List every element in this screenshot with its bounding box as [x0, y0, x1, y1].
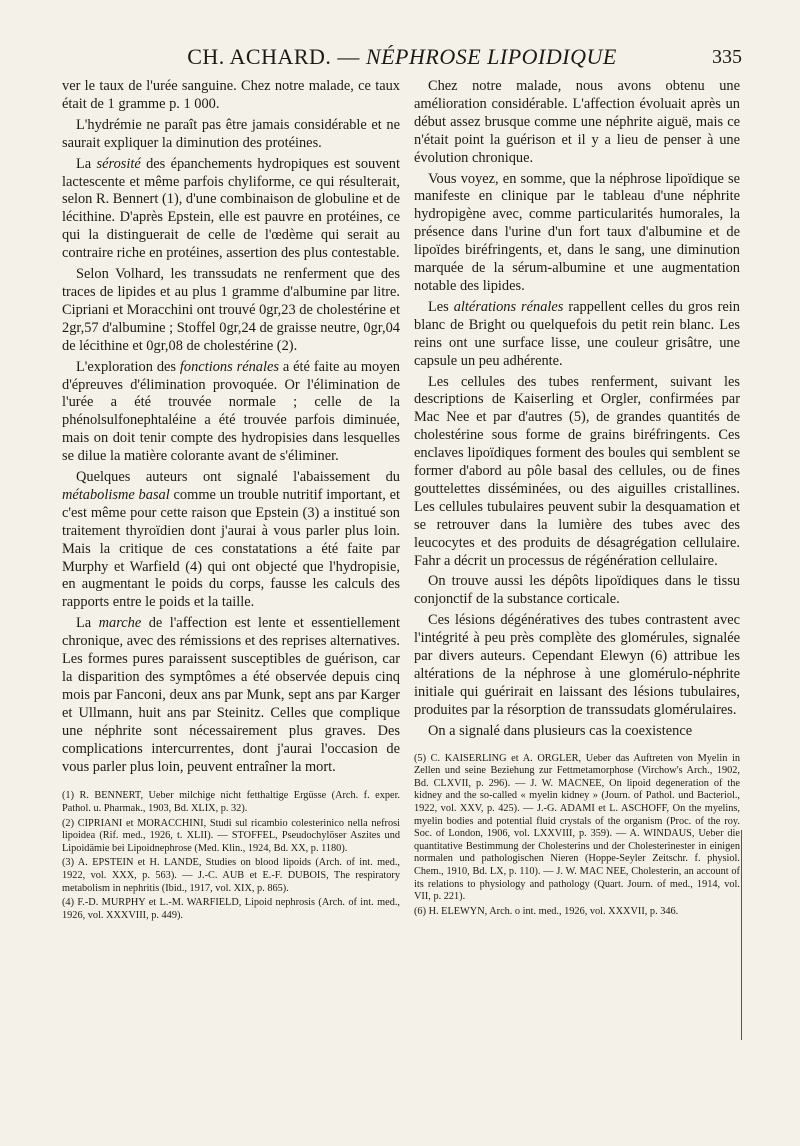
text-run: des épanchements hydropiques est souvent lactescente et même parfois chyliforme, ce qui résulterait, selon R. Bennert (1), d'une combinaison de globuline et de lécithine. D'après Epstein, elle est pauvre en protéines, ce qui la distinguerait de celle de l'œdème qui serait au contraire riche en protéines, assertion des plus contestable. — [62, 155, 400, 262]
running-author: CH. ACHARD. — — [187, 44, 366, 69]
text-run: La — [76, 155, 97, 172]
running-title — [62, 44, 742, 70]
paragraph: On a signalé dans plusieurs cas la coexistence — [428, 722, 693, 739]
emphasis-term: sérosité — [96, 155, 141, 172]
paragraph — [62, 359, 400, 466]
emphasis-term: fonctions rénales — [179, 358, 279, 375]
emphasis-term: métabolisme basal — [62, 486, 170, 503]
paragraph — [62, 615, 400, 776]
text-run: La — [76, 615, 99, 632]
text-run: a été faite au moyen d'épreuves d'élimination provoquée. Or l'élimination de l'urée a été trouvée normale ; celle de la phénolsulfonephtaléine a été trouvée parfois diminuée, mais on doit tenir compte des hydropisies dans lesquelles se dilue la matière colorante avant de s'éliminer. — [62, 358, 400, 465]
margin-edge-line — [741, 830, 742, 1040]
text-run: Les — [428, 298, 454, 315]
text-run: comme un trouble nutritif important, et c'est même pour cette raison que Epstein (3) a institué son traitement thyroïdien dont j'aurai à vous parler plus loin. Mais la critique de ces constatations a été faite par Murphy et Warfield (4) qui ont objecté que l'hydropisie, en augmentant le poids du corps, fausse les calculs des rapports entre le poids et la taille. — [62, 486, 400, 611]
paragraph: L'hydrémie ne paraît pas être jamais considérable et ne saurait expliquer la diminution des protéines. — [62, 116, 400, 151]
footnotes-left — [62, 790, 400, 922]
paragraph: ver le taux de l'urée sanguine. Chez notre malade, ce taux était de 1 gramme p. 1 000. — [62, 78, 400, 112]
text-run: L'exploration des — [76, 358, 180, 375]
paragraph — [62, 469, 400, 612]
left-column — [62, 78, 400, 924]
paragraph: Ces lésions dégénératives des tubes contrastent avec l'intégrité à peu près complète des glomérules, signalée par divers auteurs. Cependant Elewyn (6) attribue les altérations de la néphrose à une glomérulo-néphrite initiale qui guérirait en laissant des lésions tubulaires, produites par la résorption de transsudats glomérulaires. — [414, 612, 740, 718]
running-subject: NÉPHROSE LIPOIDIQUE — [365, 44, 617, 69]
paragraph — [62, 156, 400, 263]
footnote: (1) R. BENNERT, Ueber milchige nicht fetthaltige Ergüsse (Arch. f. exper. Pathol. u. Pharmak., 1903, Bd. XLIX, p. 32). — [62, 790, 400, 815]
paragraph: On trouve aussi les dépôts lipoïdiques dans le tissu conjonctif de la substance corticale. — [414, 573, 740, 608]
footnote: (5) C. KAISERLING et A. ORGLER, Ueber das Auftreten von Myelin in Zellen und seine Beziehung zur Fettmetamorphose (Virchow's Arch., 1902, Bd. CLXVII, p. 296). — J. W. MACNEE, On lipoid degeneration of the kidney and the so-called « myelin kidney » (Journ. of Pathol. und Bacteriol., 1922, vol. XXV, p. 425). — J.-G. ADAMI et L. ASCHOFF, On the myelins, myelin bodies and potential fluid crystals of the organism (Proc. of the roy. Soc. of London, 1906, vol. LXXVIII, p. 359). — A. WINDAUS, Ueber die quantitative Bestimmung der Cholesterins und der Cholesterinester in einigen normalen und pathologischen Nieren (Hoppe-Seyler Zeitschr. f. physiol. Chem., 1910, Bd. LX, p. 110). — J. W. MAC NEE, Cholesterin, an account of its relations to physiology and pathology (Quart. Journ. of med., 1914, vol. VII, p. 221). — [414, 752, 740, 903]
paragraph: Les cellules des tubes renferment, suivant les descriptions de Kaiserling et Orgler, confirmées par Mac Nee et par d'autres (5), de grandes quantités de cholestérine sous forme de grains biréfringents. Ces enclaves lipoïdiques forment des boules qui semblent se former d'abord au pôle basal des cellules, ou de fines gouttelettes disséminées, ou des aiguilles cristallines. Les cellules tubulaires peuvent subir la desquamation et se retrouver dans la lumière des tubes avec des leucocytes et des produits de désagrégation cellulaire. Fahr a décrit un processus de régénération cellulaire. — [414, 373, 740, 569]
right-column — [414, 78, 740, 920]
paragraph — [414, 299, 740, 371]
paragraph: Vous voyez, en somme, que la néphrose lipoïdique se manifeste en clinique par le tableau d'une néphrite hydropigène avec, comme particularités humorales, la présence dans l'urine d'un fort taux d'albumine et de lipoïdes biréfringents, et, dans le sang, une diminution marquée de la sérum-albumine et une augmentation notable des lipides. — [414, 170, 740, 294]
page-header — [62, 44, 742, 76]
page-number: 335 — [712, 46, 742, 68]
text-run: Quelques auteurs ont signalé l'abaissement du — [76, 469, 400, 486]
footnote: (4) F.-D. MURPHY et L.-M. WARFIELD, Lipoid nephrosis (Arch. of int. med., 1926, vol. XXXVIII, p. 449). — [62, 897, 400, 921]
emphasis-term: marche — [98, 615, 142, 632]
footnote: (2) CIPRIANI et MORACCHINI, Studi sul ricambio colesterinico nella nefrosi lipoidea (Rif. med., 1926, t. XLII). — STOFFEL, Pseudochylöser Aszites und Lipoidämie bei Lipoidnephrose (Med. Klin., 1924, Bd. XX, p. 1180). — [62, 817, 400, 854]
paragraph: Selon Volhard, les transsudats ne renferment que des traces de lipides et au plus 1 gramme d'albumine par litre. Cipriani et Moracchini ont trouvé 0gr,23 de cholestérine et 2gr,57 d'albumine ; Stoffel 0gr,24 de graisse neutre, 0gr,04 de lécithine et 0gr,08 de cholestérine (2). — [62, 266, 400, 354]
footnote: (3) A. EPSTEIN et H. LANDE, Studies on blood lipoids (Arch. of int. med., 1922, vol. XXX, p. 563). — J.-C. AUB et E.-F. DUBOIS, The respiratory metabolism in nephritis (Ibid., 1917, vol. XIX, p. 865). — [62, 857, 400, 894]
text-run: de l'affection est lente et essentiellement chronique, avec des rémissions et des reprises alternatives. Les formes pures paraissent susceptibles de guérison, car la disparition des symptômes a été observée depuis cinq mois par Fanconi, deux ans par Munk, sept ans par Karger et Ullmann, huit ans par Steinitz. Celles que complique une néphrite sont nécessairement plus graves. Des complications intercurrentes, dont j'aurai l'occasion de vous parler plus loin, peuvent entraîner la mort. — [62, 615, 400, 775]
footnote: (6) H. ELEWYN, Arch. o int. med., 1926, vol. XXXVII, p. 346. — [414, 905, 679, 917]
text-run: rappellent celles du gros rein blanc de Bright ou quelquefois du petit rein blanc. Les reins ont une surface lisse, une couleur grisâtre, une capsule un peu adhérente. — [414, 298, 741, 369]
emphasis-term: altérations rénales — [453, 298, 564, 315]
footnotes-right — [414, 753, 740, 919]
paragraph: Chez notre malade, nous avons obtenu une amélioration considérable. L'affection évoluait après un début assez brusque comme une néphrite aiguë, mais ce n'était point la guérison et il y a lieu de penser à une évolution chronique. — [414, 78, 740, 166]
